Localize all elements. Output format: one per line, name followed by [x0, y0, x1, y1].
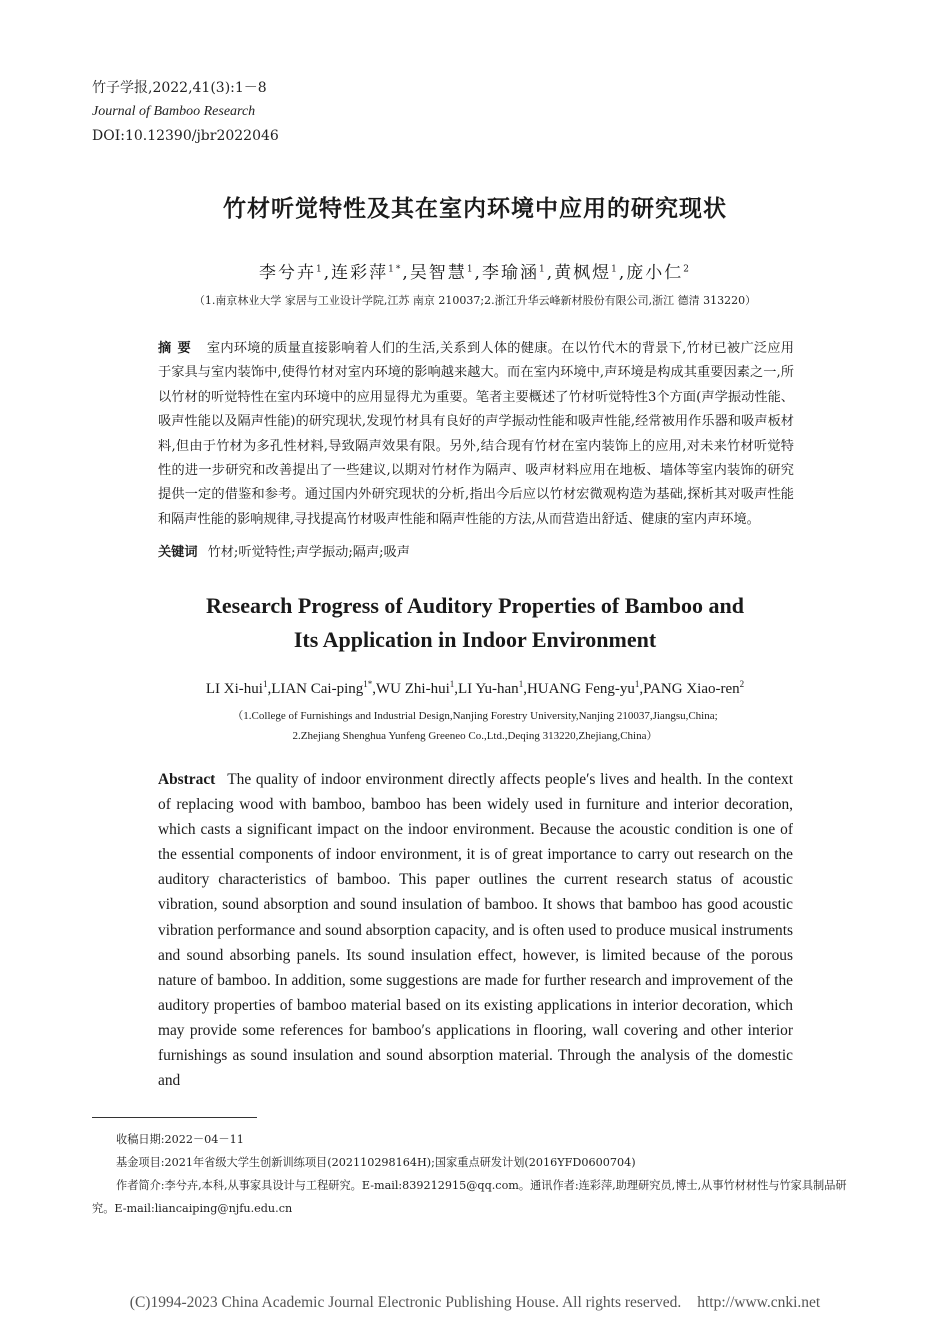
- abstract-en-label: Abstract: [158, 771, 216, 788]
- journal-header: [92, 76, 279, 148]
- author-en: LIAN Cai-ping$^{1*}$: [271, 679, 373, 697]
- abstract-cn: [158, 337, 794, 532]
- author-cn: 庞小仁$^2$: [626, 263, 691, 283]
- journal-citation: 竹子学报,2022,41(3):1－8: [92, 80, 267, 96]
- affiliation-en-line: 2.Zhejiang Shenghua Yunfeng Greeneo Co.,Ltd.,Deqing 313220,Zhejiang,China）: [292, 730, 658, 742]
- authors-en: LI Xi-hui$^1$,LIAN Cai-ping$^{1*}$,WU Zhi-hui$^1$,LI Yu-han$^1$,HUANG Feng-$yu^1,PANG$ Xiao-ren$^2$: [205, 679, 745, 697]
- footnote-received: 收稿日期:2022－04－11: [116, 1133, 244, 1146]
- author-cn: 黄枫煜$^1$: [554, 263, 619, 283]
- author-cn: 李兮卉$^1$: [259, 263, 324, 283]
- abstract-en-text: The quality of indoor environment directly affects people′s lives and health. In the context of replacing wood with bamboo, bamboo has been widely used in furniture and interior decoration, which casts a significant impact on the indoor environment. Because the acoustic condition is one of the essential components of indoor environment, it is of great importance to carry out research on the auditory characteristics of bamboo. This paper outlines the current research status of acoustic vibration, sound absorption and sound insulation of bamboo. It shows that bamboo has good acoustic vibration performance and sound absorption capacity, and is often used to produce musical instruments and sound absorbing panels. Its sound insulation effect, however, is limited because of the porous nature of bamboo. In addition, some suggestions are made for further research and improvement of the auditory properties of bamboo material based on its existing applications in interior decoration, which may provide some references for bamboo′s applications in flooring, wall covering and other interior furnishings as sound insulation and sound absorption material. Through the analysis of the domestic and: [158, 771, 793, 1090]
- abstract-cn-label: 摘要: [158, 341, 197, 356]
- keywords-cn-text: 竹材;听觉特性;声学振动;隔声;吸声: [207, 545, 410, 560]
- affiliation-cn: （1.南京林业大学 家居与工业设计学院,江苏 南京 210037;2.浙江升华云峰新材股份有限公司,浙江 德清 313220）: [193, 294, 757, 307]
- author-en: LI Yu-han$^1$: [458, 679, 524, 697]
- abstract-cn-text: 室内环境的质量直接影响着人们的生活,关系到人体的健康。在以竹代木的背景下,竹材已被广泛应用于家具与室内装饰中,使得竹材对室内环境的影响越来越大。而在室内环境中,声环境是构成其重要因素之一,所以竹材的听觉特性在室内环境中的应用显得尤为重要。笔者主要概述了竹材听觉特性3个方面(声学振动性能、吸声性能以及隔声性能)的研究现状,发现竹材具有良好的声学振动性能和吸声性能,经常被用作乐器和吸声板材料,但由于竹材为多孔性材料,导致隔声效果有限。另外,结合现有竹材在室内装饰上的应用,对未来竹材听觉特性的进一步研究和改善提出了一些建议,以期对竹材作为隔声、吸声材料应用在地板、墙体等室内装饰的研究提供一定的借鉴和参考。通过国内外研究现状的分析,指出今后应以竹材宏微观构造为基础,探析其对吸声性能和隔声性能的影响规律,寻找提高竹材吸声性能和隔声性能的方法,从而营造出舒适、健康的室内声环境。: [158, 341, 794, 527]
- title-en-line: Research Progress of Auditory Properties of Bamboo and: [206, 593, 744, 618]
- author-en: LI Xi-hui$^1$: [205, 679, 268, 697]
- abstract-en: [158, 767, 793, 1093]
- authors-cn: 李兮卉$^1$,连彩萍$^{1*}$,吴智慧$^1$,李瑜涵$^1$,黄枫煜$^1$,庞小仁$^2$: [259, 263, 691, 283]
- author-en: PANG Xiao-ren$^2$: [643, 679, 745, 697]
- title-cn: 竹材听觉特性及其在室内环境中应用的研究现状: [223, 195, 727, 222]
- author-en: WU Zhi-hui$^1$: [376, 679, 455, 697]
- title-en: [0, 589, 950, 657]
- keywords-cn-label: 关键词: [158, 545, 198, 560]
- footnote-divider: [92, 1117, 257, 1118]
- footnotes: [92, 1128, 864, 1220]
- footnote-funding: 基金项目:2021年省级大学生创新训练项目(202110298164H);国家重点研发计划(2016YFD0600704): [116, 1156, 636, 1169]
- author-cn: 连彩萍$^{1*}$: [331, 263, 403, 283]
- copyright-footer: [0, 1294, 950, 1312]
- title-en-line: Its Application in Indoor Environment: [293, 627, 657, 652]
- keywords-cn: [158, 541, 794, 565]
- copyright-text: (C)1994-2023 China Academic Journal Electronic Publishing House. All rights reserved.: [129, 1294, 682, 1311]
- footnote-author-info: 作者简介:李兮卉,本科,从事家具设计与工程研究。E-mail:839212915@qq.com。通讯作者:连彩萍,助理研究员,博士,从事竹材材性与竹家具制品研究。E-mail:liancaiping@njfu.edu.cn: [92, 1179, 847, 1215]
- affiliation-en-line: （1.College of Furnishings and Industrial Design,Nanjing Forestry University,Nanjing 210037,Jiangsu,China;: [232, 710, 718, 722]
- author-cn: 李瑜涵$^1$: [481, 263, 547, 283]
- author-en: HUANG Feng-$yu^1$: [526, 679, 640, 697]
- doi: DOI:10.12390/jbr2022046: [92, 128, 279, 144]
- journal-name-en: Journal of Bamboo Research: [92, 104, 256, 119]
- affiliation-en: [0, 706, 950, 746]
- author-cn: 吴智慧$^1$: [409, 263, 475, 283]
- cnki-link[interactable]: http://www.cnki.net: [697, 1294, 821, 1311]
